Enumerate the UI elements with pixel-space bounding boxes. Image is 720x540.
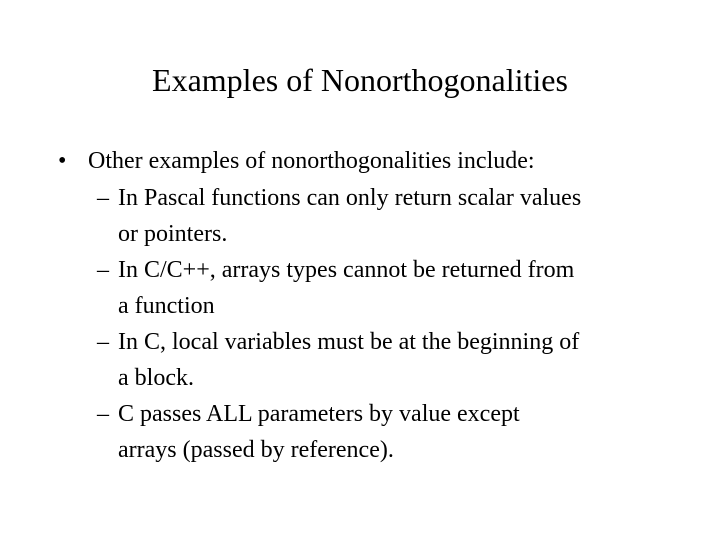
- sub-bullet-item: [58, 396, 678, 468]
- sub-bullet-item: [58, 180, 678, 252]
- sub-bullet-marker: –: [97, 329, 109, 355]
- bullet-marker: •: [58, 148, 67, 174]
- sub-bullet-item: [58, 252, 678, 324]
- sub-bullet-text-line-2: a block.: [118, 365, 194, 391]
- sub-bullet-text-line-1: C passes ALL parameters by value except: [118, 401, 520, 427]
- sub-bullet-marker: –: [97, 401, 109, 427]
- sub-bullet-marker: –: [97, 257, 109, 283]
- sub-bullet-marker: –: [97, 185, 109, 211]
- slide-title: Examples of Nonorthogonalities: [152, 62, 568, 98]
- sub-bullet-text-line-1: In C, local variables must be at the beginning of: [118, 329, 580, 355]
- sub-bullet-text-line-2: arrays (passed by reference).: [118, 437, 394, 463]
- sub-bullet-list: [58, 180, 678, 468]
- slide-body: [58, 144, 678, 468]
- sub-bullet-text-line-1: In C/C++, arrays types cannot be returned from: [118, 257, 575, 283]
- bullet-text: Other examples of nonorthogonalities include:: [88, 148, 535, 174]
- sub-bullet-text-line-2: or pointers.: [118, 221, 228, 247]
- bullet-item: [58, 144, 678, 178]
- sub-bullet-text-line-1: In Pascal functions can only return scalar values: [118, 185, 582, 211]
- sub-bullet-text-line-2: a function: [118, 293, 215, 319]
- sub-bullet-item: [58, 324, 678, 396]
